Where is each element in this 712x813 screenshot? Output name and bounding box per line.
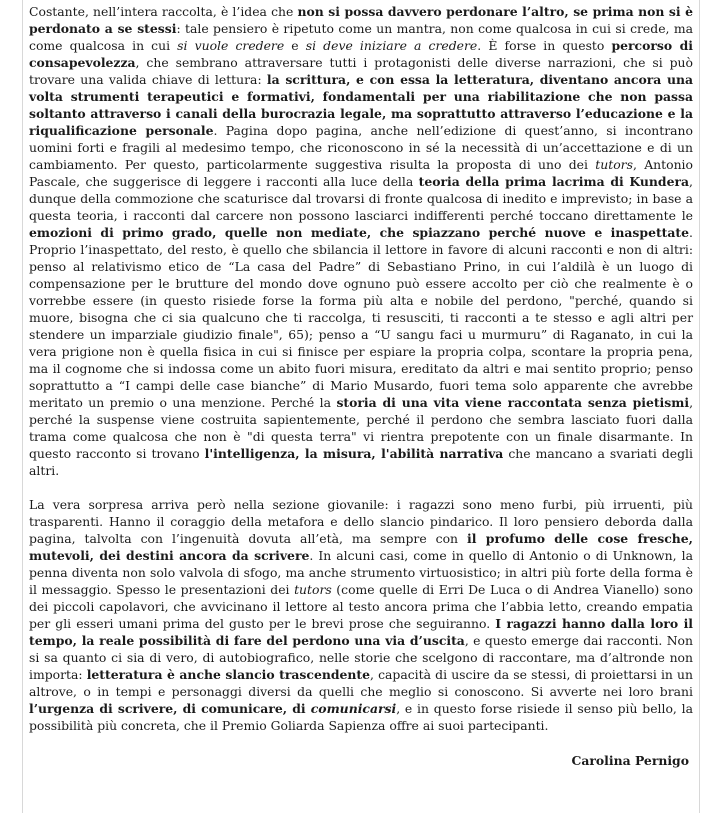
- text-run: . Proprio l’inaspettato, del resto, è quello che sbilancia il lettore in favore di alcuni racconti e non di altri: penso al relativismo etico de “La casa del Padre” di Sebastiano Prino, in cui l’aldilà è un luogo di compensazione per le brutture del mondo dove ognuno può essere accolto per ciò che realmente è o vorrebbe essere (in questo risiede forse la forma più alta e nobile del perdono, "perché, quando si muore, bisogna che ci sia qualcuno che ti raccolga, ti resusciti, ti racconti a te stesso e agli altri per stendere un imparziale giudizio finale", 65); penso a “U sangu faci u murmuru” di Raganato, in cui la vera prigione non è quella fisica in cui si finisce per espiare la propria colpa, scontare la propria pena, ma il cognome che si indossa come un abito fuori misura, ereditato da altri e mai sentito proprio; penso soprattutto a “I campi delle case bianche” di Mario Musardo, fuori tema solo apparente che avrebbe meritato un premio o una menzione. Perché la: [29, 225, 693, 410]
- italic-phrase: tutors: [294, 582, 332, 597]
- bold-phrase: teoria della prima lacrima di Kundera: [418, 174, 690, 189]
- text-run: , che sembrano attraversare tutti i protagonisti delle diverse narrazioni, che si può trovare una valida chiave di lettura:: [29, 55, 693, 87]
- bold-phrase: letteratura è anche slancio trascendente: [86, 667, 371, 682]
- text-run: , Antonio Pascale, che suggerisce di leggere i racconti alla luce della: [29, 157, 693, 189]
- italic-phrase: si deve iniziare a credere: [305, 38, 478, 53]
- bold-phrase: l'intelligenza, la misura, l'abilità narrativa: [204, 446, 504, 461]
- text-run: , dunque della commozione che scaturisce dal trovarsi di fronte qualcosa di inedito e imprevisto; in base a questa teoria, i racconti dal carcere non possono lasciarci indifferenti perché toccano direttamente le: [29, 174, 693, 223]
- article-paragraph-2: [29, 496, 693, 734]
- author-signature: Carolina Pernigo: [571, 753, 689, 768]
- bold-phrase: il profumo delle cose fresche, mutevoli, dei destini ancora da scrivere: [29, 531, 693, 563]
- text-run: La vera sorpresa arriva però nella sezione giovanile: i ragazzi sono meno furbi, più irruenti, più trasparenti. Hanno il coraggio della metafora e dello slancio pindarico. Il loro pensiero deborda dalla pagina, talvolta con l’ingenuità dovuta all’età, ma sempre con: [29, 497, 693, 546]
- text-run: . In alcuni casi, come in quello di Antonio o di Unknown, la penna diventa non solo valvola di sfogo, ma anche strumento virtuosistico; in altri più forte della forma è il messaggio. Spesso le presentazioni dei: [29, 548, 693, 597]
- paragraph-gap: [29, 479, 693, 496]
- text-run: , capacità di uscire da se stessi, di proiettarsi in un altrove, o in tempi e personaggi diversi da quelli che meglio si conoscono. Si avverte nei loro brani: [29, 667, 693, 699]
- bold-phrase: I ragazzi hanno dalla loro il tempo, la reale possibilità di fare del perdono una via d’uscita: [29, 616, 693, 648]
- bold-phrase: non si possa davvero perdonare l’altro, se prima non si è perdonato a se stessi: [29, 4, 693, 36]
- text-run: che mancano a svariati degli altri.: [29, 446, 693, 478]
- article-page: [22, 0, 700, 813]
- bold-phrase: storia di una vita viene raccontata senza pietismi: [336, 395, 690, 410]
- text-run: , perché la suspense viene costruita sapientemente, perché il perdono che sembra lasciato fuori dalla trama come qualcosa che non è "di questa terra" vi rientra prepotente con un finale disarmante. In questo racconto si trovano: [29, 395, 694, 461]
- text-run: Costante, nell’intera raccolta, è l’idea che: [29, 4, 298, 19]
- text-run: . Pagina dopo pagina, anche nell’edizione di quest’anno, si incontrano uomini forti e fragili al medesimo tempo, che riconoscono in sé la necessità di un’accettazione e di un cambiamento. Per questo, particolarmente suggestiva risulta la proposta di uno dei: [29, 123, 693, 172]
- text-run: : tale pensiero è ripetuto come un mantra, non come qualcosa in cui si crede, ma come qualcosa in cui: [29, 21, 693, 53]
- bold-phrase: percorso di consapevolezza: [29, 38, 693, 70]
- bold-phrase: emozioni di primo grado, quelle non mediate, che spiazzano perché nuove e inaspettate: [29, 225, 690, 240]
- text-run: , e in questo forse risiede il senso più bello, la possibilità più concreta, che il Premio Goliarda Sapienza offre ai suoi partecipanti.: [29, 701, 693, 733]
- text-run: e: [284, 38, 306, 53]
- text-run: . È forse in questo: [477, 38, 612, 53]
- article-paragraph-1: [29, 3, 693, 479]
- bold-phrase: l’urgenza di scrivere, di comunicare, di: [29, 701, 311, 716]
- italic-phrase: si vuole credere: [177, 38, 285, 53]
- bold-phrase: la scrittura, e con essa la letteratura, diventano ancora una volta strumenti terapeutici e formativi, fondamentali per una riabilitazione che non passa soltanto attraverso i canali della burocrazia legale, ma soprattutto attraverso l’educazione e la riqualificazione personale: [29, 72, 693, 138]
- bold-phrase: comunicarsi: [310, 701, 397, 716]
- italic-phrase: tutors: [595, 157, 633, 172]
- text-run: (come quelle di Erri De Luca o di Andrea Vianello) sono dei piccoli capolavori, che avvicinano il lettore al testo ancora prima che l’abbia letto, creando empatia per gli esseri umani prima del gusto per le brevi prose che seguiranno.: [29, 582, 694, 631]
- text-run: , e questo emerge dai racconti. Non si sa quanto ci sia di vero, di autobiografico, nelle storie che scelgono di raccontare, ma d’altronde non importa:: [29, 633, 694, 682]
